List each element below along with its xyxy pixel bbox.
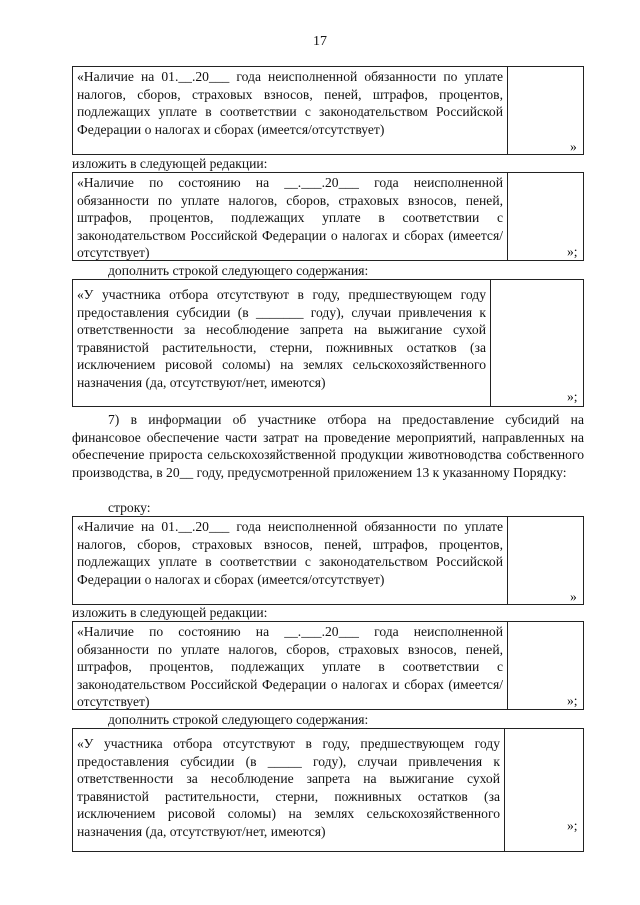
instruction-text: дополнить строкой следующего содержания: [108,712,369,727]
table-old-row-2 [72,516,584,605]
table-old-row-1 [72,66,584,155]
table-new-row-2 [72,621,584,710]
closing-quote: »; [567,244,578,259]
table-added-row-2 [72,728,584,852]
amendment-paragraph: 7) в информации об участнике отбора на предоставление субсидий на финансовое обеспечение части затрат на проведение мероприятий, направленных на обеспечение прироста сельскохозяйственной продукции животноводства собственного производства, в 20__ году, предусмотренной приложением 13 к указанному Порядку: [72,412,584,480]
table-text-cell: «Наличие на 01.__.20___ года неисполненной обязанности по уплате налогов, сборов, страховых взносов, пеней, штрафов, процентов, подлежащих уплате в соответствии с законодательством Российской Федерации о налогах и сборах (имеется/отсутствует) [73,67,508,154]
table-text-cell: «Наличие на 01.__.20___ года неисполненной обязанности по уплате налогов, сборов, страховых взносов, пеней, штрафов, процентов, подлежащих уплате в соответствии с законодательством Российской Федерации о налогах и сборах (имеется/отсутствует) [73,517,508,604]
table-added-row-1 [72,279,584,407]
table-new-row-1 [72,172,584,261]
closing-quote: » [570,139,577,154]
closing-quote: »; [567,818,578,833]
table-text-cell: «У участника отбора отсутствуют в году, предшествующем году предоставления субсидии (в _______ году), случаи привлечения к ответственности за несоблюдение запрета на выжигание сухой травянистой растительности, стерни, пожнивных остатков (за исключением рисовой соломы) на землях сельскохозяйственного назначения (да, отсутствуют/нет, имеются) [73,280,491,406]
instruction-text: строку: [108,500,151,515]
instruction-text: изложить в следующей редакции: [72,605,268,620]
closing-quote: »; [567,693,578,708]
table-text-cell: «Наличие по состоянию на __.___.20___ года неисполненной обязанности по уплате налогов, сборов, страховых взносов, пеней, штрафов, процентов, подлежащих уплате в соответствии с законодательством Российской Федерации о налогах и сборах (имеется/отсутствует) [73,173,508,260]
closing-quote: »; [567,389,578,404]
table-text-cell: «У участника отбора отсутствуют в году, предшествующем году предоставления субсидии (в _____ году), случаи привлечения к ответственности за несоблюдение запрета на выжигание сухой травянистой растительности, стерни, пожнивных остатков (за исключением рисовой соломы) на землях сельскохозяйственного назначения (да, отсутствуют/нет, имеются) [73,729,505,851]
instruction-text: дополнить строкой следующего содержания: [108,263,369,278]
table-text-cell: «Наличие по состоянию на __.___.20___ года неисполненной обязанности по уплате налогов, сборов, страховых взносов, пеней, штрафов, процентов, подлежащих уплате в соответствии с законодательством Российской Федерации о налогах и сборах (имеется/отсутствует) [73,622,508,709]
instruction-text: изложить в следующей редакции: [72,156,268,171]
closing-quote: » [570,589,577,604]
page-number: 17 [313,34,327,49]
